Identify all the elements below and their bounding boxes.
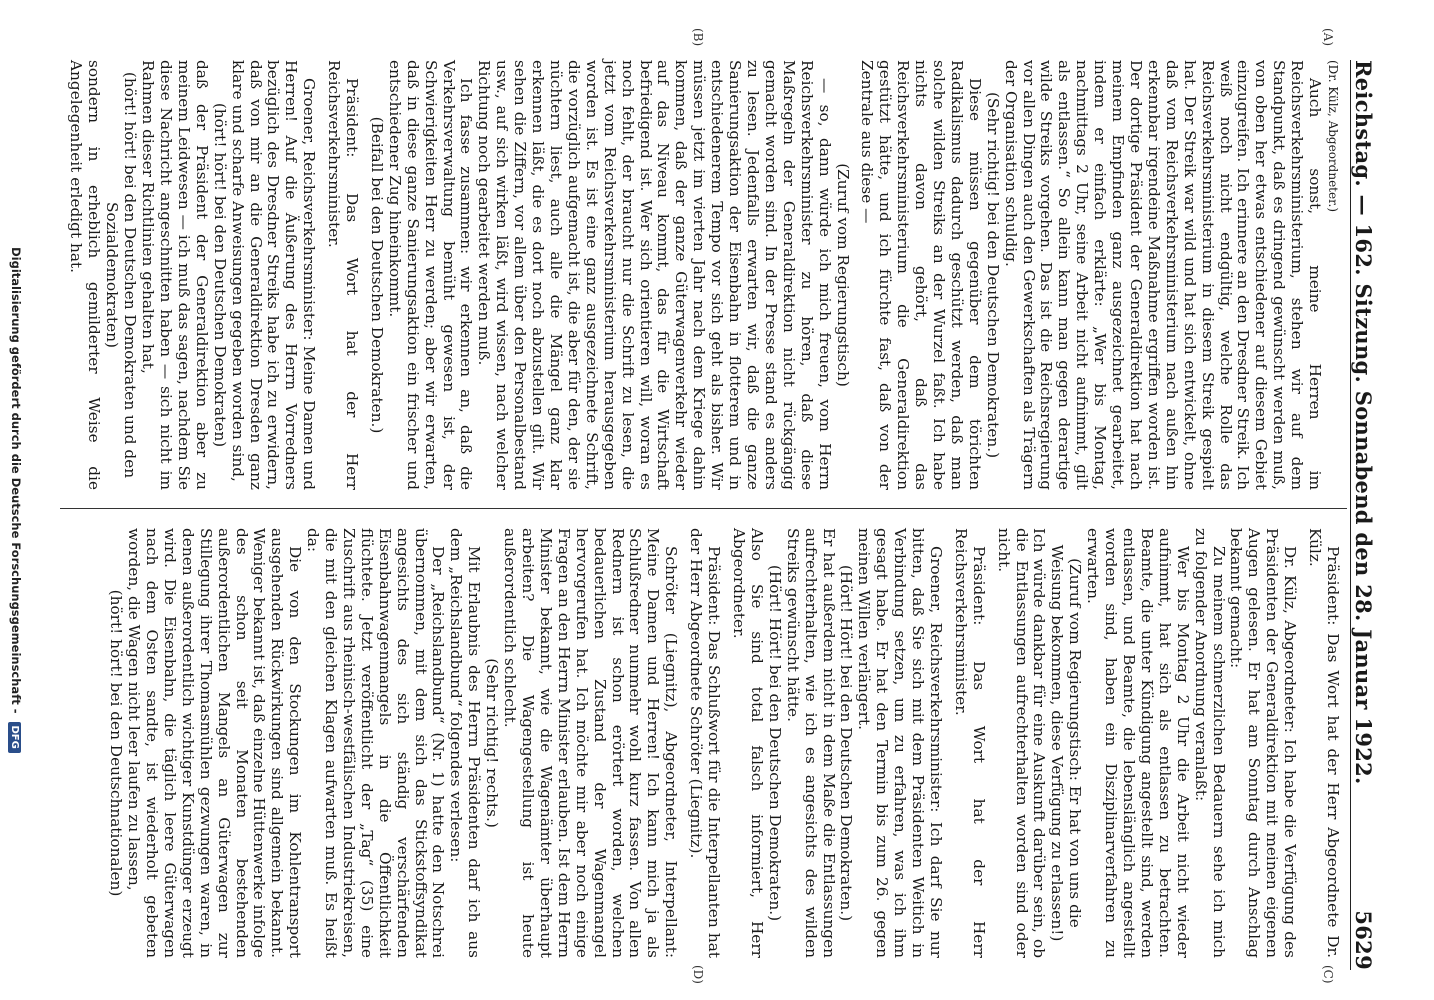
digitization-credit	[8, 0, 23, 1000]
dfg-logo: DFG	[8, 722, 21, 753]
margin-mark-a: (A)	[1321, 28, 1335, 47]
interjection: (Sehr richtig! bei den Deutschen Demokraten.)	[983, 91, 1002, 459]
paragraph: Ich würde dankbar für eine Auskunft darüber sein, ob die Entlassungen aufrechterhalten worden sind oder nicht.	[994, 528, 1049, 958]
column-divider	[60, 508, 1347, 509]
paragraph: daß der Präsident der Generaldirektion aber zu meinem Leidwesen — ich muß das sagen, nachdem Sie diese Nachricht angeschnitten haben — sich nicht im Rahmen dieser Richtlinien gehalten hat,	[139, 60, 211, 490]
interjection: (hört! hört! bei den Deutschen Demokraten und den Sozialdemokraten)	[103, 71, 140, 479]
speaker-continuation: (Dr. Külz, Abgeordneter.)	[1326, 60, 1340, 213]
speaker-turn: Präsident: Das Wort hat der Herr Reichsverkehrsminister.	[325, 60, 362, 490]
speaker-turn: Schröter (Liegnitz), Abgeordneter, Interpellant: Meine Damen und Herren! Ich kann mich ja als Schlußredner nunmehr wohl kurz fassen. Von allen Rednern ist schon erörtert worden, welchen bedauerlichen Zustand der Wagenmangel hervorgerufen hat. Ich möchte mir aber noch einige Fragen an den Herrn Minister erlauben. Ist dem Herrn Minister bekannt, wie die Wagenämter überhaupt arbeiten? Die Wagengestellung ist heute außerordentlich schlecht.	[501, 528, 681, 958]
paragraph: Diese müssen gegenüber dem törichten Radikalismus dadurch geschützt werden, daß man solche wilden Streiks an der Wurzel faßt. Ich habe nichts davon gehört, daß das Reichsverkehrsministerium die Generaldirektion gestützt hätte, und ich fürchte fast, daß von der Zentrale aus diese —	[858, 60, 984, 490]
paragraph: Er hat außerdem nicht in dem Maße die Entlassungen aufrechterhalten, wie ich es angesichts des wilden Streiks gewünscht hätte.	[783, 528, 838, 958]
paragraph: Also Sie sind total falsch informiert, Herr Abgeordneter.	[730, 528, 766, 958]
interjection: (hört! hört! bei den Deutschnationalen)	[107, 589, 126, 897]
interjection: (hört! hört! bei den Deutschen Demokraten)	[210, 102, 229, 448]
margin-mark-b: (B)	[691, 28, 705, 47]
quotation: Wer bis Montag 2 Uhr die Arbeit nicht wieder aufnimmt, hat sich als entlassen zu betrachten. Beamte, die unter Kündigung angestellt sind, werden entlassen, und Beamte, die lebenslänglich angestellt worden sind, haben ein Disziplinarverfahren zu erwarten.	[1084, 528, 1192, 958]
speaker-turn: Groener, Reichsverkehrsminister: Ich darf Sie nur bitten, daß Sie sich mit dem Präsidenten Weitich in Verbindung setzen, um zu erfahren, was ich ihm gesagt habe. Er hat den Termin bis zum 26. gegen meinen Willen verlängert.	[855, 528, 945, 958]
interjection: (Sehr richtig! rechts.)	[483, 658, 502, 828]
quotation: Zu meinem schmerzlichen Bedauern sehe ich mich zu folgender Anordnung veranlaßt:	[1191, 528, 1228, 958]
speaker-turn: Präsident: Das Wort hat der Herr Abgeordnete Dr. Külz.	[1306, 528, 1342, 958]
interjection: (Zuruf vom Regierungstisch)	[833, 163, 852, 387]
speaker-turn: Präsident: Das Wort hat der Herr Reichsverkehrsminister.	[951, 528, 988, 958]
right-column	[106, 528, 1341, 958]
interjection: (Beifall bei den Deutschen Demokraten.)	[367, 116, 386, 434]
paragraph: Mit Erlaubnis des Herrn Präsidenten darf ich aus dem „Reichslandbund“ folgendes verlesen:	[447, 528, 484, 958]
paragraph: — so, dann würde ich mich freuen, vom Herrn Reichsverkehrsminister zu hören, daß diese Maßregeln der Generaldirektion nicht rückgängig gemacht worden sind. In der Presse stand es anders zu lesen. Jedenfalls erwarten wir, daß die ganze Sanierungsaktion der Eisenbahn in flotterem und in entschiedenerem Tempo vor sich geht als bisher. Wir müssen jetzt im vierten Jahr nach dem Kriege dahin kommen, daß der ganze Güterwagenverkehr wieder auf das Niveau kommt, das für die Wirtschaft befriedigend ist. Wer sich orientieren will, woran es noch fehlt, der braucht nur die Schrift zu lesen, die jetzt vom Reichsverkehrsministerium herausgegeben worden ist. Es ist eine ganz ausgezeichnete Schrift, die vorzüglich aufgemacht ist, die aber für den, der sie nüchtern liest, auch alle die Mängel ganz klar erkennen läßt, die es dort noch abzustellen gilt. Wir sehen die Ziffern, vor allem über den Personalbestand usw., auf sich wirken läßt, wird wissen, nach welcher Richtung noch gearbeitet werden muß.	[475, 60, 834, 490]
quotation: Der „Reichslandbund“ (Nr. 1) hatte den Notschrei übernommen, mit dem sich das Stickstoffsyndikat angesichts des sich ständig verschärfenden Eisenbahnwagenmangels in die Öffentlichkeit flüchtete. Jetzt veröffentlicht der „Tag“ (35) eine Zuschrift aus rheinisch-westfälischen Industriekreisen, die mit den gleichen Klagen aufwarten muß. Es heißt da:	[304, 528, 448, 958]
speaker-turn: Präsident: Das Schlußwort für die Interpellanten hat der Herr Abgeordnete Schröter (Liegnitz).	[687, 528, 724, 958]
left-column	[67, 60, 1341, 490]
paragraph: Auch sonst, meine Herren im Reichsverkehrsministerium, stehen wir auf dem Standpunkt, daß es dringend gewünscht werden muß, von oben her etwas entschiedener auf diesem Gebiet einzugreifen. Ich erinnere an den Dresdner Streik. Ich weiß noch nicht endgültig, welche Rolle das Reichsverkehrsministerium in diesem Streik gespielt hat. Der Streik war wild und hat sich entwickelt, ohne daß vom Reichsverkehrsministerium nach außen hin erkennbar irgendeine Maßnahme ergriffen worden ist. Der dortige Präsident der Generaldirektion hat nach meinem Empfinden ganz ausgezeichnet gearbeitet, indem er einfach erklärte: „Wer bis Montag, nachmittags 2 Uhr, seine Arbeit nicht aufnimmt, gilt als entlassen.“ So allein kann man gegen derartige wilde Streiks vorgehen. Das ist die Reichsregierung vor allen Dingen auch den Gewerkschaften als Trägern der Organisation schuldig.	[1001, 60, 1325, 490]
interjection: (Hört! Hört! bei den Deutschen Demokraten.)	[765, 564, 784, 922]
speaker-turn: Dr. Külz, Abgeordneter: Ich habe die Verfügung des Präsidenten der Generaldirektion mit meinen eigenen Augen gelesen. Er hat am Sonntag durch Anschlag bekannt gemacht:	[1227, 528, 1300, 958]
quotation: Die von den Stockungen im Kohlentransport ausgehenden Rückwirkungen sind allgemein bekannt. Weniger bekannt ist, daß einzelne Hüttenwerke infolge des schon seit Monaten bestehenden außerordentlichen Mangels an Güterwagen zur Stillegung ihrer Thomasmühlen gezwungen waren, in denen außerordentlich wichtiger Kunstdünger erzeugt wird. Die Eisenbahn, die täglich leere Güterwagen nach dem Osten sandte, ist wiederholt gebeten worden, die Wagen nicht leer laufen zu lassen,	[125, 528, 305, 958]
margin-mark-d: (D)	[691, 965, 705, 984]
paragraph: sondern in erheblich gemilderter Weise die Angelegenheit erledigt hat.	[67, 60, 104, 490]
interjection: (Zuruf vom Regierungstisch: Er hat von uns die Weisung bekommen, diese Verfügung zu erlassen!)	[1048, 544, 1085, 942]
credit-text: Digitalisierung gefördert durch die Deutsche Forschungsgemeinschaft -	[9, 247, 23, 714]
page-header	[1350, 60, 1387, 970]
margin-mark-c: (C)	[1321, 965, 1335, 984]
running-head: Reichstag. — 162. Sitzung. Sonnabend den 28. Januar 1922.	[1351, 60, 1376, 785]
speaker-turn: Groener, Reichsverkehrsminister: Meine Damen und Herren! Auf die Äußerung des Herrn Vorredners bezüglich des Dresdner Streiks habe ich zu erwidern, daß von mir an die Generaldirektion Dresden ganz klare und scharfe Anweisungen gegeben worden sind,	[228, 60, 319, 490]
interjection: (Hört! Hört! bei den Deutschen Demokraten.)	[837, 564, 856, 922]
paragraph: Ich fasse zusammen: wir erkennen an, daß die Verkehrsverwaltung bemüht gewesen ist, der Schwierigkeiten Herr zu werden; aber wir erwarten, daß in diese ganze Sanierungsaktion ein frischer und entschiedener Zug hineinkommt.	[385, 60, 476, 490]
page-number: 5629	[1351, 910, 1376, 970]
